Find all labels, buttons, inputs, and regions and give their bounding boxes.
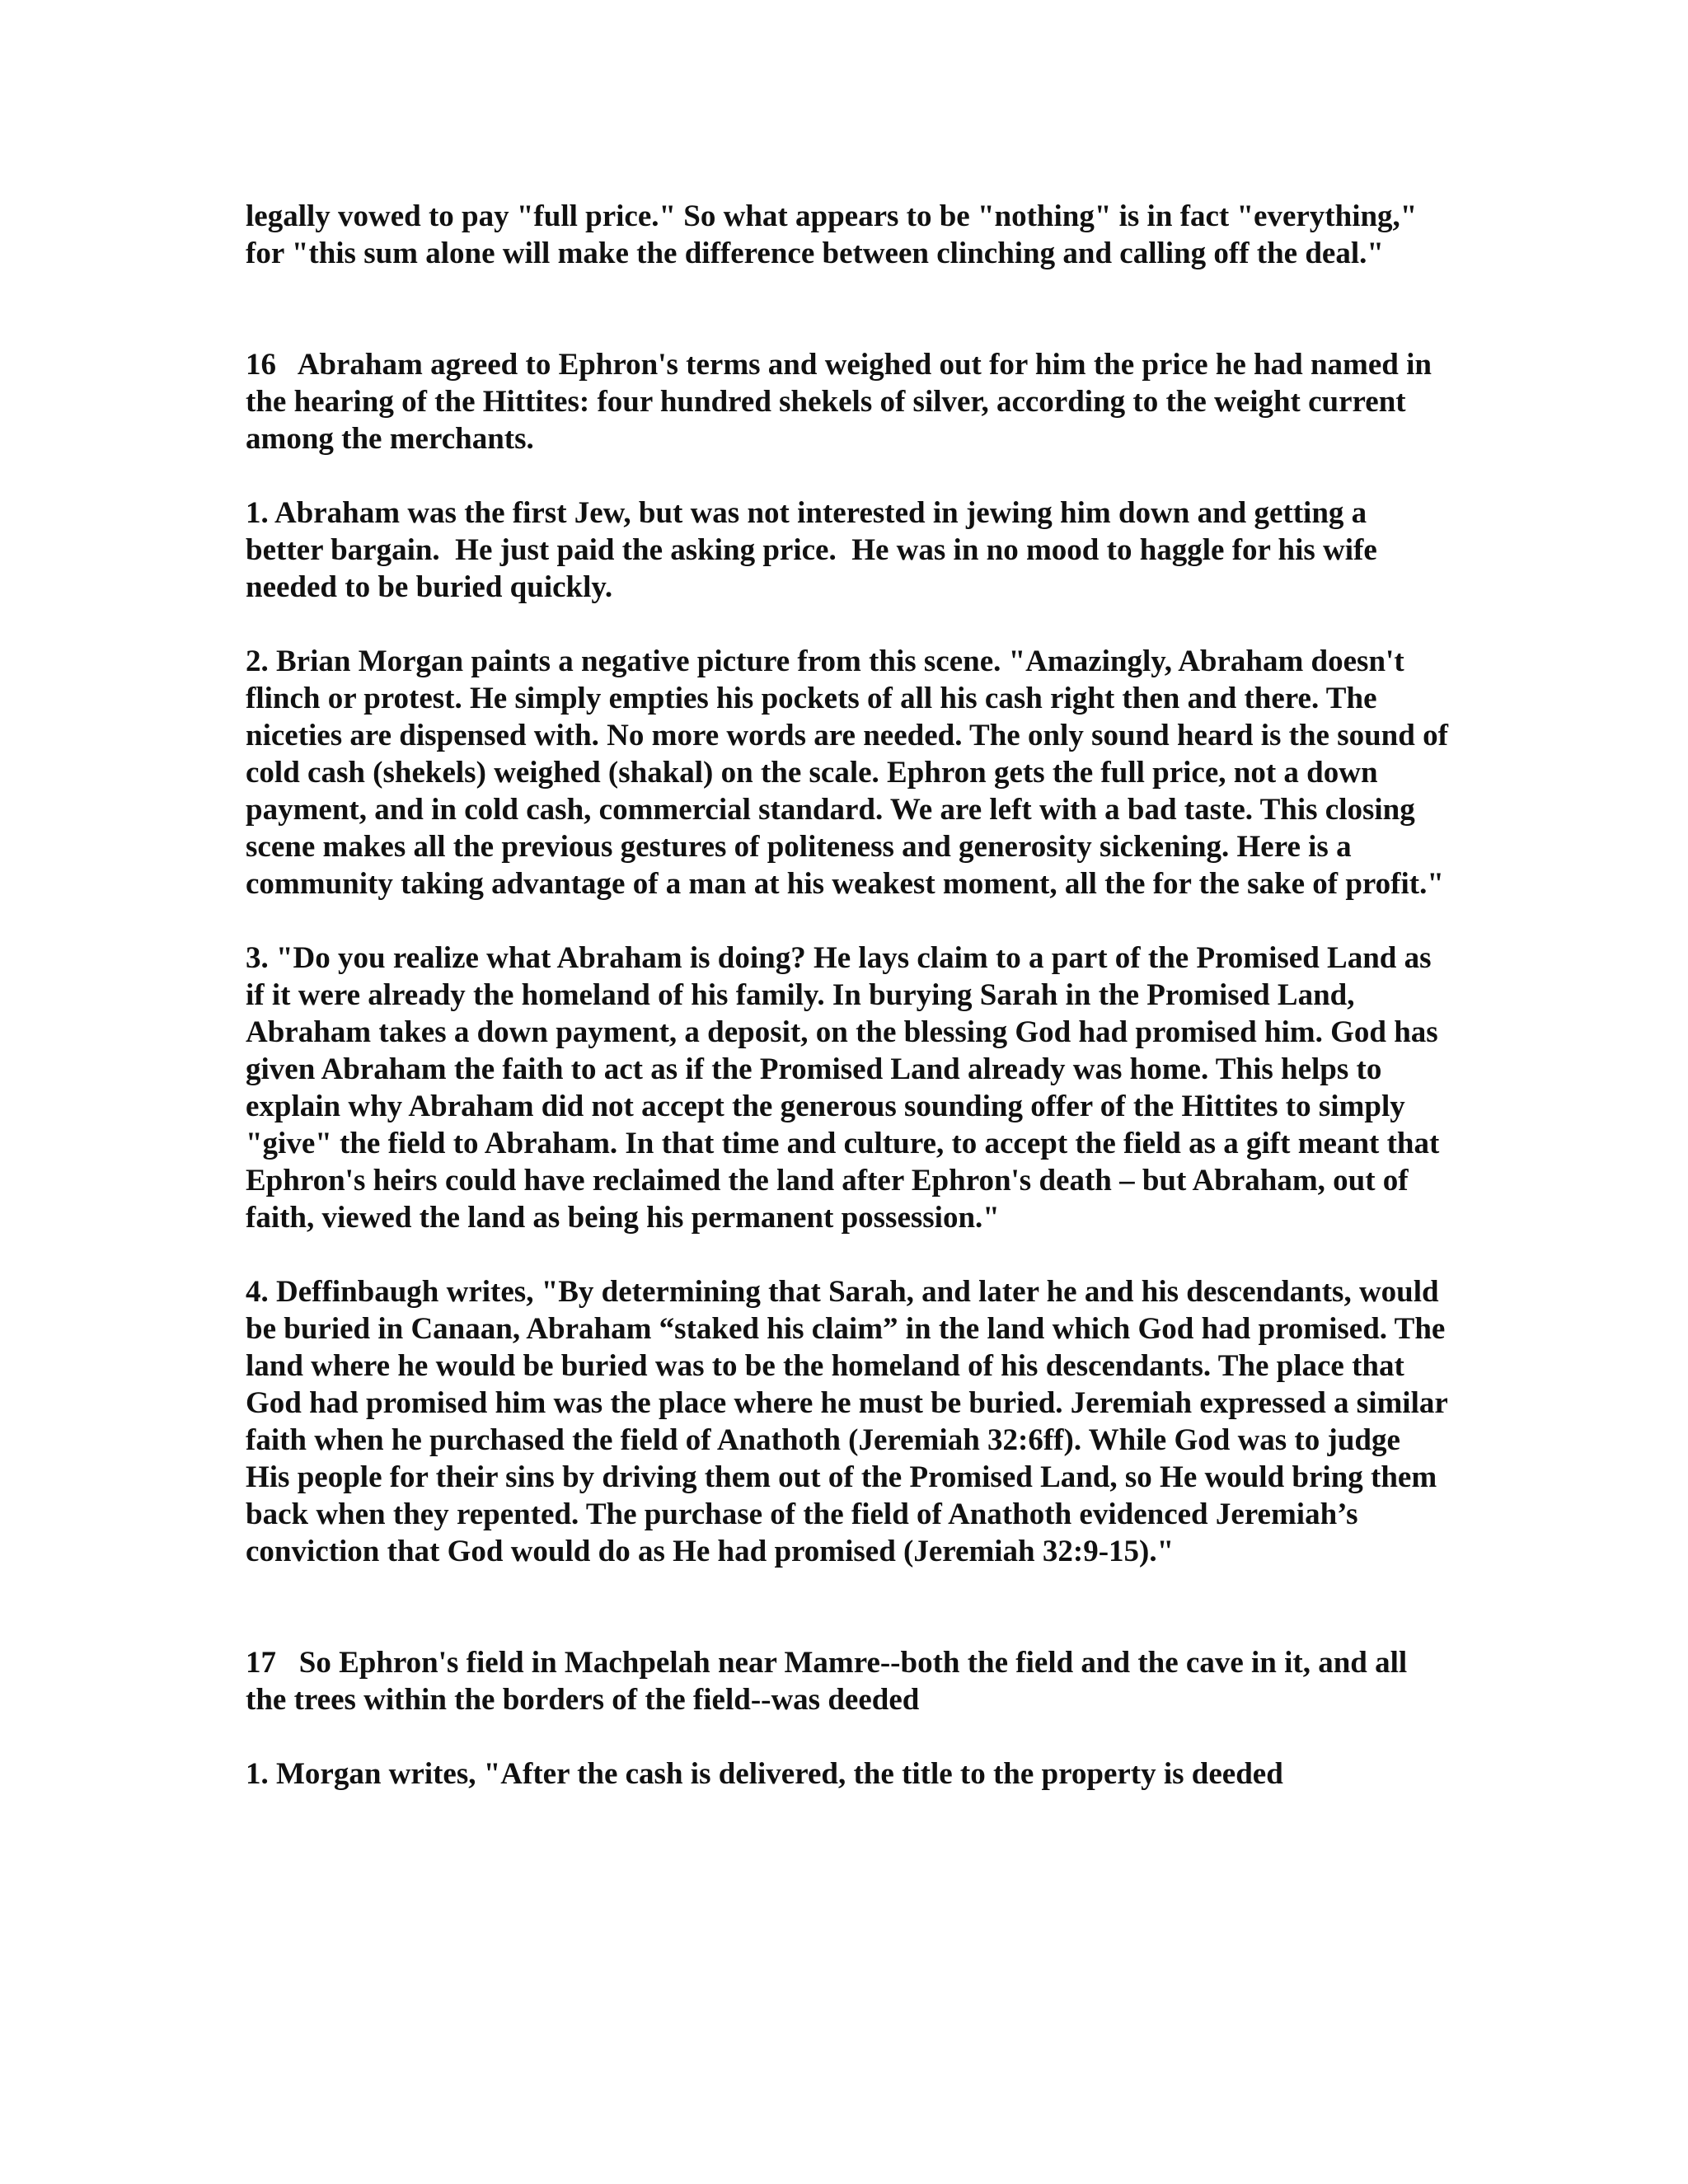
paragraph-spacer xyxy=(246,1570,1449,1644)
document-body xyxy=(246,198,1456,1793)
paragraph-spacer xyxy=(246,272,1449,346)
paragraph-spacer xyxy=(246,1718,1449,1755)
paragraph-spacer xyxy=(246,902,1449,940)
comment-1-verse-17: 1. Morgan writes, "After the cash is delivered, the title to the property is deeded xyxy=(246,1757,1283,1791)
comment-1: 1. Abraham was the first Jew, but was not interested in jewing him down and getting a better bargain. He just paid the asking price. He was in no mood to haggle for his wife needed to be buried quickly. xyxy=(246,496,1386,604)
paragraph-spacer xyxy=(246,457,1449,494)
paragraph-continuation: legally vowed to pay "full price." So what appears to be "nothing" is in fact "everything," for "this sum alone will make the difference between clinching and calling off the deal." xyxy=(246,199,1425,270)
comment-3: 3. "Do you realize what Abraham is doing? He lays claim to a part of the Promised Land as if it were already the homeland of his family. In burying Sarah in the Promised Land, Abraham takes a down payment, a deposit, on the blessing God had promised him. God has given Abraham the faith to act as if the Promised Land already was home. This helps to explain why Abraham did not accept the generous sounding offer of the Hittites to simply "give" the field to Abraham. In that time and culture, to accept the field as a gift meant that Ephron's heirs could have reclaimed the land after Ephron's death – but Abraham, out of faith, viewed the land as being his permanent possession." xyxy=(246,941,1447,1235)
comment-4: 4. Deffinbaugh writes, "By determining that Sarah, and later he and his descendants, would be buried in Canaan, Abraham “staked his claim” in the land which God had promised. The land where he would be buried was to be the homeland of his descendants. The place that God had promised him was the place where he must be buried. Jeremiah expressed a similar faith when he purchased the field of Anathoth (Jeremiah 32:6ff). While God was to judge His people for their sins by driving them out of the Promised Land, so He would bring them back when they repented. The purchase of the field of Anathoth evidenced Jeremiah’s conviction that God would do as He had promised (Jeremiah 32:9-15)." xyxy=(246,1275,1456,1568)
verse-16: 16 Abraham agreed to Ephron's terms and weighed out for him the price he had named in the hearing of the Hittites: four hundred shekels of silver, according to the weight current among the merchants. xyxy=(246,348,1440,456)
paragraph-spacer xyxy=(246,606,1449,643)
paragraph-spacer xyxy=(246,1236,1449,1273)
verse-17: 17 So Ephron's field in Machpelah near Mamre--both the field and the cave in it, and all the trees within the borders of the field--was deeded xyxy=(246,1646,1415,1717)
comment-2: 2. Brian Morgan paints a negative picture from this scene. "Amazingly, Abraham doesn't flinch or protest. He simply empties his pockets of all his cash right then and there. The niceties are dispensed with. No more words are needed. The only sound heard is the sound of cold cash (shekels) weighed (shakal) on the scale. Ephron gets the full price, not a down payment, and in cold cash, commercial standard. We are left with a bad taste. This closing scene makes all the previous gestures of politeness and generosity sickening. Here is a community taking advantage of a man at his weakest moment, all the for the sake of profit." xyxy=(246,644,1456,901)
